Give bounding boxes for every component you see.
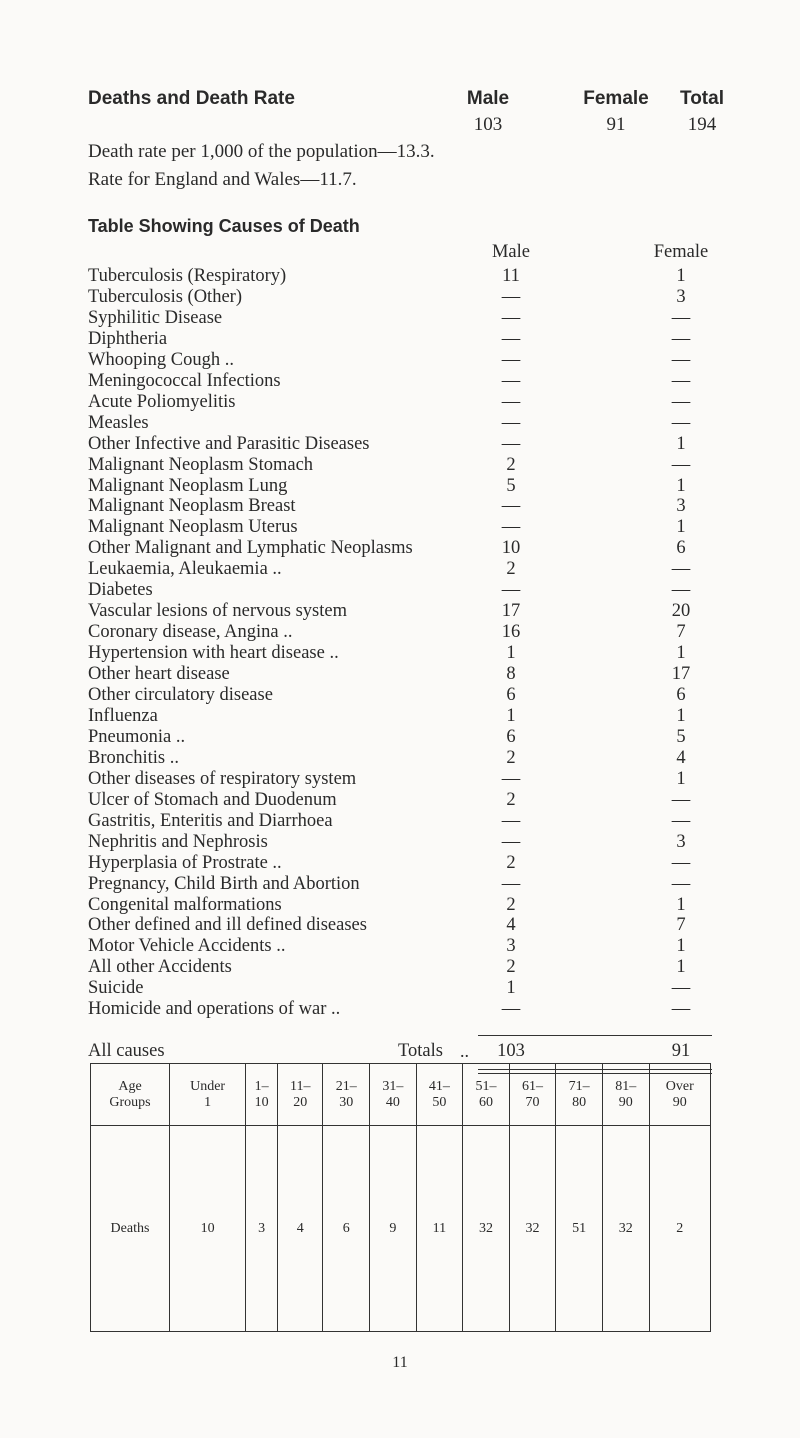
age-group-deaths: 6 [323,1126,370,1332]
cause-female-value: 1 [676,266,686,286]
cause-label: Malignant Neoplasm Breast [88,496,296,517]
cause-male-value: — [501,831,521,852]
age-group-deaths: 9 [370,1126,417,1332]
page-title: Deaths and Death Rate [88,88,295,109]
cause-male-value: 6 [506,726,516,747]
age-group-to: 1 [204,1094,212,1110]
cause-male-value: 11 [502,266,520,286]
cause-label: Tuberculosis (Respiratory) [88,266,287,286]
cause-female-value: 3 [676,496,686,517]
cause-male-value: 6 [506,685,516,705]
cause-label: Malignant Neoplasm Uterus [88,517,298,538]
cause-male-value: — [501,873,521,894]
age-group-to: 60 [478,1094,493,1110]
deaths-row [91,1126,711,1332]
age-group-from: 71– [568,1078,590,1094]
cause-female-value: 1 [676,433,686,454]
age-group-deaths: 3 [246,1126,278,1332]
cause-label: Diphtheria [88,328,168,349]
cause-male-value: — [501,999,521,1020]
cause-label: Tuberculosis (Other) [88,286,242,307]
cause-female-value: — [671,349,691,370]
cause-female-value: 1 [676,936,686,957]
cause-male-value: 2 [506,559,516,580]
age-group-to: 30 [339,1094,354,1110]
cause-male-value: — [501,580,521,601]
cause-female-value: — [671,412,691,433]
cause-male-value: 2 [506,957,516,978]
age-group-deaths: 11 [416,1126,463,1332]
age-header-line1: Age [118,1078,142,1094]
cause-male-value: 3 [506,936,516,957]
age-groups-header [91,1064,170,1126]
cause-female-value: — [671,454,691,475]
age-group-from: 61– [522,1078,544,1094]
cause-male-value: — [501,517,521,538]
age-group-cell [370,1064,417,1126]
age-group-from: Over [665,1078,694,1094]
age-group-cell [649,1064,711,1126]
age-group-cell [323,1064,370,1126]
age-group-cell [246,1064,278,1126]
cause-male-value: 1 [506,705,516,726]
cause-label: Measles [88,412,149,433]
age-group-cell [416,1064,463,1126]
cause-male-value: 2 [506,789,516,810]
total-header: Total [680,88,724,109]
female-deaths-value: 91 [606,114,626,135]
cause-female-value: — [671,370,691,391]
cause-male-value: 1 [506,978,516,999]
cause-label: Influenza [88,705,158,726]
cause-label: Ulcer of Stomach and Duodenum [88,789,337,810]
age-groups-row [91,1064,711,1126]
total-deaths-value: 194 [687,114,717,135]
age-group-from: 11– [289,1078,311,1094]
age-group-deaths: 51 [556,1126,603,1332]
age-groups-table [90,1063,711,1332]
age-group-deaths: 32 [602,1126,649,1332]
male-deaths-value: 103 [473,114,503,135]
cause-male-value: — [501,810,521,831]
cause-label: Hypertension with heart disease .. [88,643,339,664]
age-group-from: 81– [615,1078,637,1094]
cause-male-value: 2 [506,894,516,915]
cause-female-value: 1 [676,768,686,789]
cause-label: Gastritis, Enteritis and Diarrhoea [88,810,333,831]
cause-female-value: 5 [676,726,686,747]
cause-female-value: 20 [671,601,691,622]
cause-female-value: 6 [676,685,686,705]
age-group-deaths: 2 [649,1126,711,1332]
cause-label: Bronchitis .. [88,747,179,768]
cause-female-value: 1 [676,517,686,538]
death-rate-line: Death rate per 1,000 of the population—13.3. [88,141,435,162]
age-group-to: 50 [432,1094,447,1110]
cause-female-value: 4 [676,747,686,768]
age-group-from: 41– [428,1078,450,1094]
cause-female-value: 1 [676,957,686,978]
age-group-deaths: 10 [170,1126,246,1332]
cause-female-value: 1 [676,475,686,496]
cause-label: Pneumonia .. [88,726,186,747]
england-rate-line: Rate for England and Wales—11.7. [88,169,357,190]
age-group-deaths: 4 [277,1126,322,1332]
age-group-from: 51– [475,1078,497,1094]
causes-table-title: Table Showing Causes of Death [88,216,360,236]
cause-male-value: 8 [506,664,516,685]
cause-label: Pregnancy, Child Birth and Abortion [88,873,360,894]
cause-label: Leukaemia, Aleukaemia .. [88,559,282,580]
age-group-to: 70 [525,1094,540,1110]
cause-label: Other heart disease [88,664,230,685]
totals-label: Totals [398,1041,443,1061]
cause-label: Motor Vehicle Accidents .. [88,936,286,957]
cause-female-value: — [671,810,691,831]
cause-female-value: — [671,978,691,999]
age-group-deaths: 32 [509,1126,556,1332]
cause-male-value: — [501,328,521,349]
cause-male-value: 17 [501,601,521,622]
age-group-to: 40 [385,1094,400,1110]
cause-label: Suicide [88,978,144,999]
cause-label: Congenital malformations [88,894,282,915]
total-female: 91 [671,1041,691,1061]
cause-male-value: 2 [506,454,516,475]
cause-female-value: 3 [676,831,686,852]
cause-male-value: — [501,412,521,433]
cause-female-value: 1 [676,894,686,915]
cause-label: Other circulatory disease [88,685,273,705]
totals-dots: .. [460,1041,469,1061]
cause-female-value: — [671,328,691,349]
cause-female-value: — [671,307,691,328]
cause-label: Whooping Cough .. [88,349,234,370]
cause-male-value: — [501,433,521,454]
cause-male-value: 4 [506,915,516,936]
age-group-cell [170,1064,246,1126]
cause-female-value: — [671,999,691,1020]
cause-female-value: — [671,559,691,580]
cause-label: Diabetes [88,580,153,601]
cause-label: Coronary disease, Angina .. [88,622,293,643]
cause-male-value: — [501,496,521,517]
cause-label: Malignant Neoplasm Lung [88,475,288,496]
cause-female-value: 7 [676,915,686,936]
cause-female-value: — [671,852,691,873]
cause-male-value: — [501,286,521,307]
cause-male-value: 1 [506,643,516,664]
cause-label: Other Malignant and Lymphatic Neoplasms [88,538,413,559]
cause-female-value: 1 [676,705,686,726]
cause-female-value: 3 [676,286,686,307]
age-group-cell [509,1064,556,1126]
age-group-to: 80 [572,1094,587,1110]
age-group-to: 90 [618,1094,633,1110]
age-group-from: 1– [254,1078,269,1094]
cause-male-value: 5 [506,475,516,496]
cause-male-value: 2 [506,747,516,768]
age-group-from: Under [190,1078,226,1094]
age-group-deaths: 32 [463,1126,510,1332]
cause-label: Acute Poliomyelitis [88,391,236,412]
cause-label: Meningococcal Infections [88,370,281,391]
female-header: Female [583,88,649,109]
age-group-cell [602,1064,649,1126]
cause-male-value: 2 [506,852,516,873]
page-number: 11 [392,1354,408,1371]
cause-female-value: 1 [676,643,686,664]
age-group-to: 20 [293,1094,308,1110]
cause-label: Other defined and ill defined diseases [88,915,367,936]
all-causes-label: All causes [88,1041,165,1061]
cause-male-value: — [501,768,521,789]
cause-female-value: 6 [676,538,686,559]
cause-female-value: — [671,580,691,601]
cause-female-value: — [671,391,691,412]
age-group-to: 90 [672,1094,687,1110]
cause-male-value: — [501,370,521,391]
age-group-cell [463,1064,510,1126]
cause-label: Homicide and operations of war .. [88,999,341,1020]
cause-male-value: — [501,391,521,412]
causes-male-header: Male [491,242,530,262]
cause-label: Vascular lesions of nervous system [88,601,347,622]
cause-female-value: 17 [671,664,691,685]
cause-female-value: — [671,873,691,894]
age-group-to: 10 [254,1094,269,1110]
age-group-from: 21– [335,1078,357,1094]
age-group-cell [277,1064,322,1126]
age-group-cell [556,1064,603,1126]
age-header-line2: Groups [109,1094,151,1110]
cause-label: Hyperplasia of Prostrate .. [88,852,282,873]
cause-female-value: 7 [676,622,686,643]
causes-female-header: Female [653,242,709,262]
cause-female-value: — [671,789,691,810]
deaths-header: Deaths [91,1126,170,1332]
cause-label: Other Infective and Parasitic Diseases [88,433,370,454]
cause-label: Malignant Neoplasm Stomach [88,454,314,475]
cause-male-value: 10 [501,538,521,559]
cause-label: Syphilitic Disease [88,307,223,328]
cause-label: Nephritis and Nephrosis [88,831,268,852]
male-header: Male [466,88,510,109]
cause-label: Other diseases of respiratory system [88,768,357,789]
cause-male-value: 16 [501,622,521,643]
cause-label: All other Accidents [88,957,232,978]
cause-male-value: — [501,307,521,328]
age-group-from: 31– [382,1078,404,1094]
totals-top-rule [478,1035,712,1036]
total-male: 103 [497,1041,525,1061]
cause-male-value: — [501,349,521,370]
